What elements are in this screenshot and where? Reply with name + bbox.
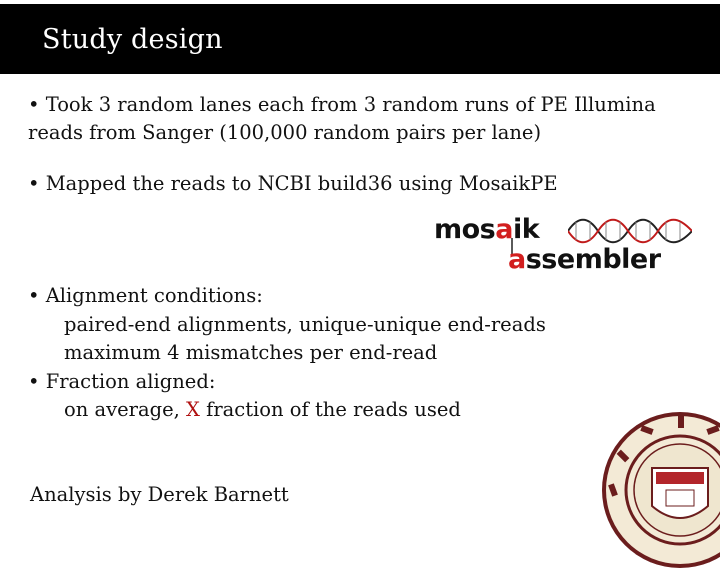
boston-college-seal (600, 410, 720, 570)
bullet-3-sub-1: paired-end alignments, unique-unique end-reads (64, 313, 546, 336)
bullet-1-line-1: • Took 3 random lanes each from 3 random runs of PE Illumina (28, 93, 656, 116)
dna-helix-icon (568, 214, 692, 248)
bullet-2: • Mapped the reads to NCBI build36 using MosaikPE (28, 172, 558, 195)
credit-line: Analysis by Derek Barnett (30, 483, 289, 506)
bullet-4-sub-suffix: fraction of the reads used (199, 398, 461, 421)
logo-word-assembler: assembler (508, 244, 661, 275)
bullet-3-sub-2: maximum 4 mismatches per end-read (64, 341, 438, 364)
bullet-4: • Fraction aligned: (28, 370, 216, 393)
logo-word-mosaik: mosaik (434, 214, 540, 245)
fraction-placeholder: X (186, 398, 200, 421)
bullet-4-sub (64, 398, 461, 421)
mosaik-assembler-logo (432, 212, 692, 274)
title-bar (0, 4, 720, 74)
bullet-4-sub-prefix: on average, (64, 398, 187, 421)
slide-title: Study design (42, 24, 223, 55)
bullet-1-line-2: reads from Sanger (100,000 random pairs per lane) (28, 121, 542, 144)
bullet-3: • Alignment conditions: (28, 284, 263, 307)
